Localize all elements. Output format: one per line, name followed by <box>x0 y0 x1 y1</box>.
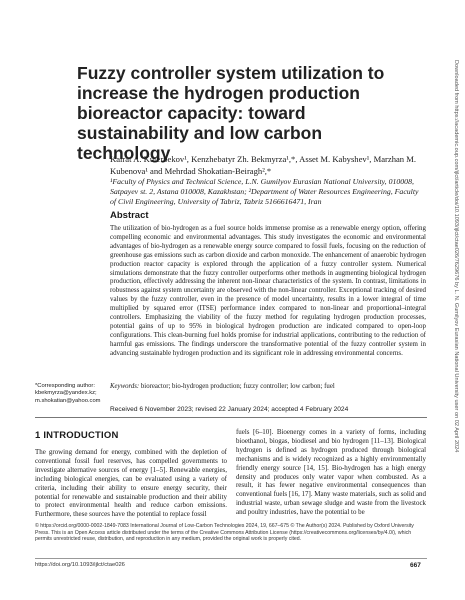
corresponding-author: *Corresponding author: kbekmyrza@yandex.kz; m.shokatian@yahoo.com <box>35 383 101 404</box>
doi-link[interactable]: https://doi.org/10.1093/ijlct/ctae026 <box>35 562 125 568</box>
author-list: Kairat A. Kuterbekov¹, Kenzhebatyr Zh. Bekmyrza¹,*, Asset M. Kabyshev¹, Marzhan M. Kubenova¹ and Mehrdad Shokatian-Beiragh²,* <box>110 154 417 176</box>
intro-column-left: The growing demand for energy, combined with the depletion of conventional fossil fuel reserves, has compelled governments to investigate alternative sources of energy [1–5]. Renewable energies, including biological energies, can be evaluated using a variety of criteria, including their ability to ensure energy security, their potential for renewable and sustainable production and their ability to protect environmental health and reduce carbon emissions. Furthermore, these sources have the potential to replace fossil <box>35 448 227 519</box>
publication-footer: © https://orcid.org/0000-0002-1849-7083 International Journal of Low-Carbon Technologies 2024, 19, 667–675 © The Author(s) 2024. Published by Oxford University Press. This is an Open Access article distributed under the terms of the Creative Commons Attribution License (https://creativecommons.org/licenses/by/4.0/), which permits unrestricted reuse, distribution, and reproduction in any medium, provided the original work is properly cited. <box>35 523 414 543</box>
article-title: Fuzzy controller system utilization to increase the hydrogen production bioreactor capacity: toward sustainability and low carbon technology <box>77 63 385 163</box>
keywords <box>110 382 426 391</box>
received-dates: Received 6 November 2023; revised 22 January 2024; accepted 4 February 2024 <box>110 406 349 413</box>
keywords-values: bioreactor; bio-hydrogen production; fuzzy controller; low carbon; fuel <box>140 383 335 390</box>
introduction-heading: 1 INTRODUCTION <box>35 430 119 441</box>
download-notice: Downloaded from https://academic.oup.com/ijlct/article/doi/10.1093/ijlct/ctae026/7629676 by L. N. Gumilyov Eurasian National University user on 02 April 2024 <box>453 60 459 453</box>
download-watermark <box>451 60 465 580</box>
footer-divider <box>35 558 427 559</box>
page-number: 667 <box>410 562 421 569</box>
intro-column-right: fuels [6–10]. Bioenergy comes in a variety of forms, including bioethanol, biogas, biodiesel and bio hydrogen [11–13]. Biological hydrogen is defined as hydrogen produced through biological mechanisms and is widely recognized as a highly environmentally friendly energy source [14, 15]. Bio-hydrogen has a high energy density and produces only water vapor when combusted. As a result, it has fewer negative environmental consequences than conventional fuels [16, 17]. Many waste materials, such as solid and industrial waste, urban sewage sludge and waste from the livestock and poultry industries, have the potential to be <box>236 428 426 517</box>
abstract-heading: Abstract <box>110 210 149 221</box>
abstract-text: The utilization of bio-hydrogen as a fuel source holds immense promise as a renewable energy option, offering compelling economic and environmental advantages. This study investigates the economic and environmental advantages of bio-hydrogen as a renewable energy source compared to fossil fuels, focusing on the reduction of greenhouse gas emissions such as carbon dioxide and carbon monoxide. The enhancement of anaerobic hydrogen production reactor capacity is explored through the application of a fuzzy controller system. Numerical simulations demonstrate that the fuzzy controller outperforms other methods in augmenting biological hydrogen production, effectively addressing the inherent non-linear characteristics of the system. In contrast, limitations in robustness against system uncertainty are observed with the non-linear controller. Exceptional tracking of desired values by the fuzzy controller, even in the presence of model uncertainty, results in a lower integral of time multiplied by squared error (ITSE) performance index compared to non-linear and proportional–integral controllers. Emphasizing the viability of the fuzzy method for regulating hydrogen production processes, potential gains of up to 95% in biological hydrogen production are indicated compared to open-loop configurations. This clean-burning fuel holds promise for industrial applications, contributing to the reduction of harmful gas emissions. The findings underscore the transformative potential of the fuzzy controller system in advancing sustainable hydrogen production and its significant role in addressing environmental concerns. <box>110 224 426 357</box>
section-divider <box>35 417 427 418</box>
keywords-label: Keywords: <box>110 383 140 390</box>
affiliations: ¹Faculty of Physics and Technical Science, L.N. Gumilyov Eurasian National University, 010008, Satpayev st. 2, Astana 010008, Kazakhstan; ²Department of Water Resources Engineering, Faculty of Civil Engineering, University of Tabriz, Tabriz 5166616471, Iran <box>110 177 419 206</box>
